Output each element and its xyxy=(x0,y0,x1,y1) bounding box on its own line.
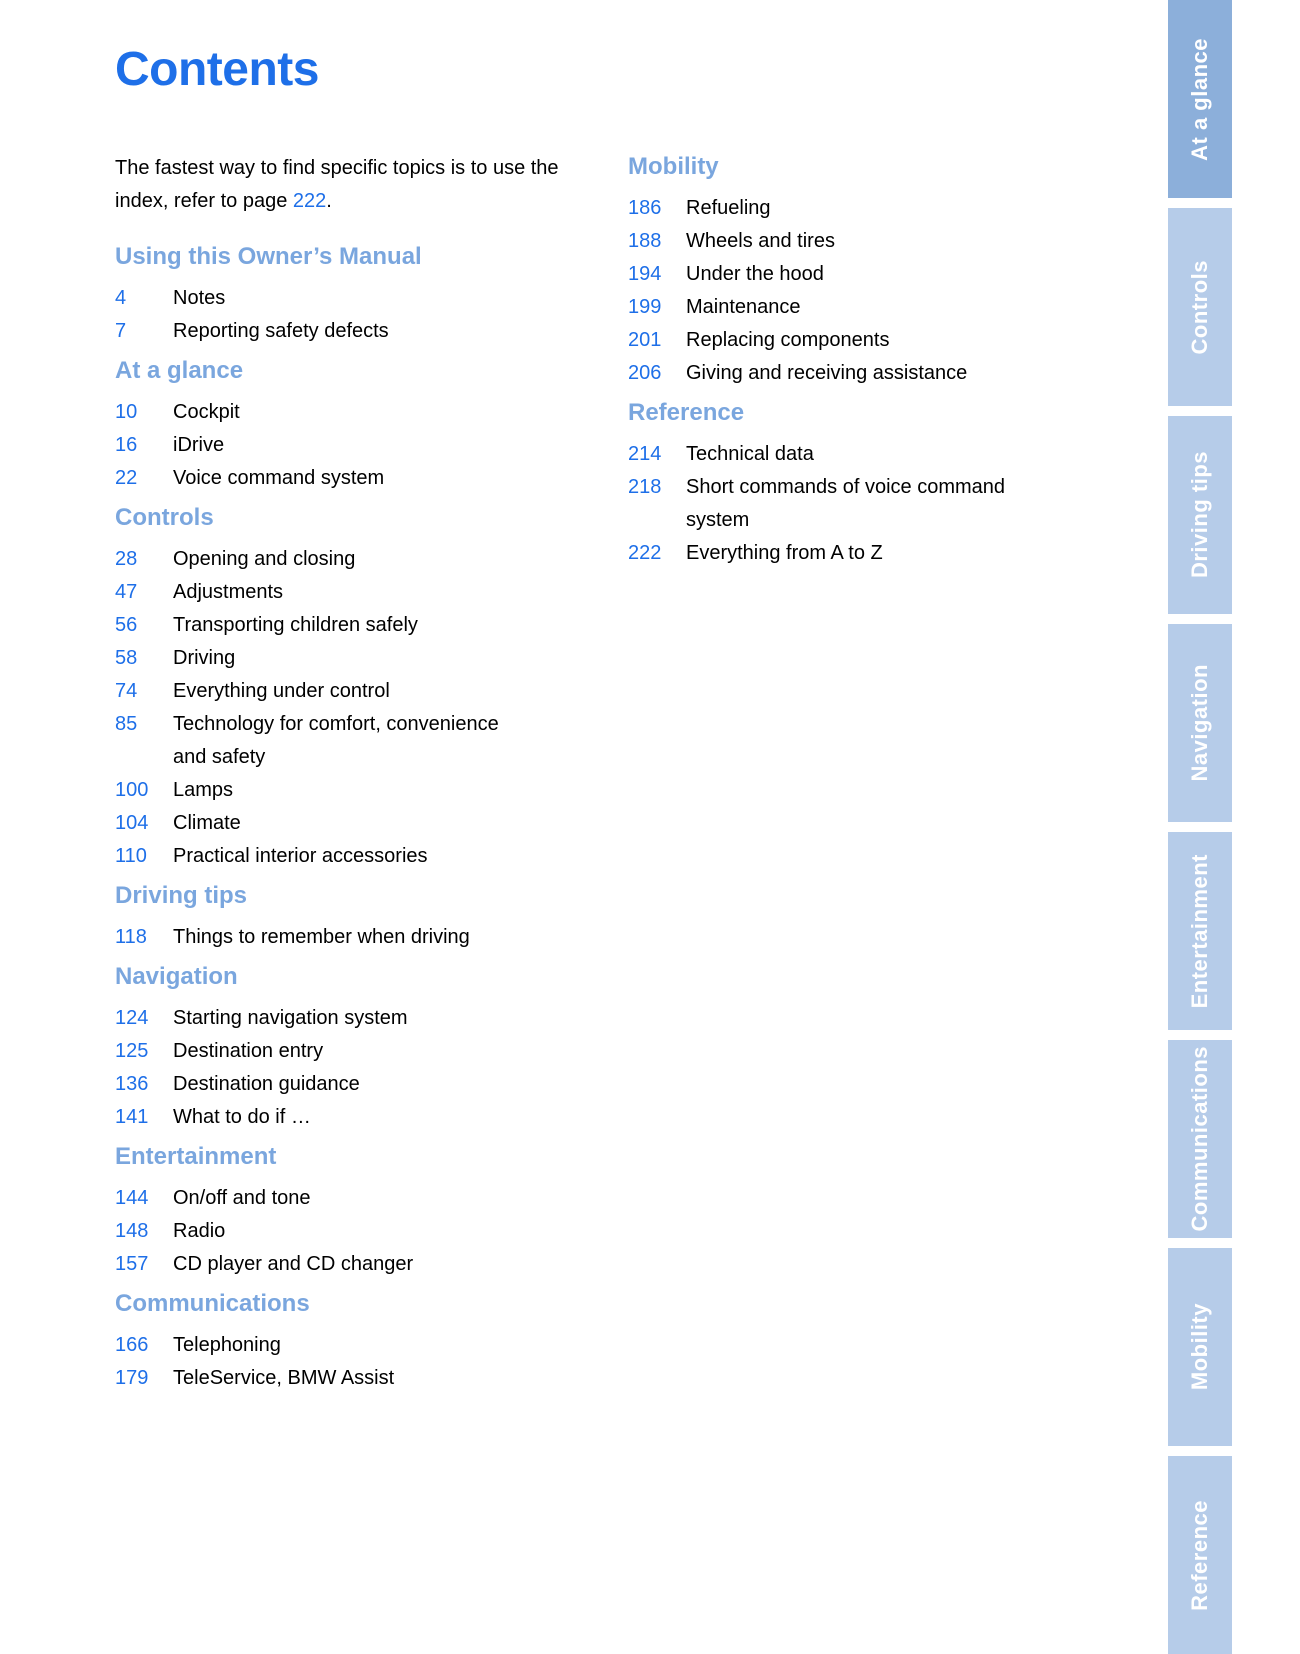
entry-label[interactable]: Lamps xyxy=(173,779,234,801)
entry-page-number[interactable]: 141 xyxy=(115,1106,149,1128)
intro-text-before: The fastest way to find specific topics is to use the index, refer to page xyxy=(115,157,559,212)
edge-tab-label: Reference xyxy=(1187,1499,1212,1611)
edge-tab-label: At a glance xyxy=(1187,37,1212,161)
entry-page-number[interactable]: 16 xyxy=(115,434,138,456)
toc-column-right xyxy=(628,152,1160,570)
section-heading: Mobility xyxy=(628,153,719,180)
intro-text xyxy=(115,152,585,218)
entry-page-number[interactable]: 199 xyxy=(628,296,662,318)
entry-page-number[interactable]: 110 xyxy=(115,845,147,867)
toc-entry-teleservice-bmw-assist[interactable] xyxy=(115,1362,628,1395)
toc-entry-destination-guidance[interactable] xyxy=(115,1068,628,1101)
toc-entry-maintenance[interactable] xyxy=(628,291,1160,324)
entry-label[interactable]: Notes xyxy=(173,287,226,309)
toc-entry-driving[interactable] xyxy=(115,642,628,675)
entry-label[interactable]: Giving and receiving assistance xyxy=(686,362,968,384)
entry-page-number[interactable]: 28 xyxy=(115,548,138,570)
entry-label[interactable]: Destination guidance xyxy=(173,1073,360,1095)
entry-page-number[interactable]: 4 xyxy=(115,287,127,309)
section-heading: Reference xyxy=(628,399,745,426)
section-heading: At a glance xyxy=(115,357,244,384)
entry-page-number[interactable]: 47 xyxy=(115,581,138,603)
toc-entry-opening-and-closing[interactable] xyxy=(115,543,628,576)
entry-page-number[interactable]: 148 xyxy=(115,1220,149,1242)
toc-section-controls xyxy=(115,503,628,873)
toc-entry-cockpit[interactable] xyxy=(115,396,628,429)
edge-tab-entertainment[interactable] xyxy=(1168,832,1232,1030)
entry-page-number[interactable]: 125 xyxy=(115,1040,149,1062)
toc-section-navigation xyxy=(115,962,628,1134)
toc-entry-replacing-components[interactable] xyxy=(628,324,1160,357)
toc-entry-cd-player-and-cd-changer[interactable] xyxy=(115,1248,628,1281)
toc-entry-things-to-remember-when-driving[interactable] xyxy=(115,921,628,954)
page-content xyxy=(115,44,1160,1395)
toc-entry-everything-from-a-to-z[interactable] xyxy=(628,537,1160,570)
edge-tab-label: Entertainment xyxy=(1187,853,1212,1009)
toc-entry-giving-and-receiving-assistance[interactable] xyxy=(628,357,1160,390)
section-heading: Driving tips xyxy=(115,882,248,909)
entry-page-number[interactable]: 179 xyxy=(115,1367,149,1389)
toc-entry-telephoning[interactable] xyxy=(115,1329,628,1362)
toc-entry-radio[interactable] xyxy=(115,1215,628,1248)
entry-page-number[interactable]: 22 xyxy=(115,467,138,489)
entry-label[interactable]: On/off and tone xyxy=(173,1187,311,1209)
toc-section-mobility xyxy=(628,152,1160,390)
entry-label[interactable]: Driving xyxy=(173,647,236,669)
entry-page-number[interactable]: 10 xyxy=(115,401,138,423)
entry-label[interactable]: Climate xyxy=(173,812,241,834)
entry-label[interactable]: Everything from A to Z xyxy=(686,542,883,564)
entry-label[interactable]: Destination entry xyxy=(173,1040,324,1062)
edge-tab-label: Communications xyxy=(1187,1046,1212,1232)
edge-tab-controls[interactable] xyxy=(1168,208,1232,406)
section-heading: Entertainment xyxy=(115,1143,277,1170)
entry-label[interactable]: Voice command system xyxy=(173,467,385,489)
edge-tab-communications[interactable] xyxy=(1168,1040,1232,1238)
entry-page-number[interactable]: 218 xyxy=(628,476,662,498)
entry-label[interactable]: Technical data xyxy=(686,443,814,465)
toc-entry-refueling[interactable] xyxy=(628,192,1160,225)
edge-tab-label: Mobility xyxy=(1187,1303,1212,1391)
toc-entry-starting-navigation-system[interactable] xyxy=(115,1002,628,1035)
edge-tab-driving-tips[interactable] xyxy=(1168,416,1232,614)
toc-entry-idrive[interactable] xyxy=(115,429,628,462)
toc-section-using-this-owner-s-manual xyxy=(115,242,628,348)
toc-entry-technology-for-comfort-convenience-and-safety[interactable] xyxy=(115,708,628,774)
entry-page-number[interactable]: 104 xyxy=(115,812,149,834)
toc-section-communications xyxy=(115,1289,628,1395)
entry-page-number[interactable]: 136 xyxy=(115,1073,149,1095)
edge-tab-at-a-glance[interactable] xyxy=(1168,0,1232,198)
toc-entry-adjustments[interactable] xyxy=(115,576,628,609)
toc-entry-what-to-do-if[interactable] xyxy=(115,1101,628,1134)
entry-page-number[interactable]: 186 xyxy=(628,197,662,219)
entry-label[interactable]: Under the hood xyxy=(686,263,824,285)
entry-label[interactable]: CD player and CD changer xyxy=(173,1253,414,1275)
entry-label[interactable]: TeleService, BMW Assist xyxy=(173,1367,395,1389)
toc-entry-wheels-and-tires[interactable] xyxy=(628,225,1160,258)
section-heading: Communications xyxy=(115,1290,310,1317)
section-heading: Using this Owner’s Manual xyxy=(115,243,422,270)
toc-section-reference xyxy=(628,398,1160,570)
entry-label[interactable]: Things to remember when driving xyxy=(173,926,470,948)
section-heading: Navigation xyxy=(115,963,238,990)
intro-text-after: . xyxy=(326,190,332,212)
entry-label[interactable]: Refueling xyxy=(686,197,771,219)
entry-label[interactable]: Reporting safety defects xyxy=(173,320,389,342)
toc-section-entertainment xyxy=(115,1142,628,1281)
toc-entry-reporting-safety-defects[interactable] xyxy=(115,315,628,348)
toc-entry-lamps[interactable] xyxy=(115,774,628,807)
entry-label[interactable]: Telephoning xyxy=(173,1334,281,1356)
entry-page-number[interactable]: 7 xyxy=(115,320,127,342)
entry-label[interactable]: Maintenance xyxy=(686,296,801,318)
entry-label[interactable]: Wheels and tires xyxy=(686,230,835,252)
entry-page-number[interactable]: 206 xyxy=(628,362,662,384)
edge-tab-label: Navigation xyxy=(1187,664,1212,782)
entry-label[interactable]: Starting navigation system xyxy=(173,1007,408,1029)
entry-page-number[interactable]: 166 xyxy=(115,1334,149,1356)
toc-entry-on-off-and-tone[interactable] xyxy=(115,1182,628,1215)
entry-label[interactable]: Practical interior accessories xyxy=(173,845,428,867)
toc-section-at-a-glance xyxy=(115,356,628,495)
entry-page-number[interactable]: 222 xyxy=(628,542,662,564)
section-heading: Controls xyxy=(115,504,214,531)
toc-section-driving-tips xyxy=(115,881,628,954)
intro-page-link[interactable]: 222 xyxy=(292,190,327,212)
entry-page-number[interactable]: 144 xyxy=(115,1187,149,1209)
entry-page-number[interactable]: 194 xyxy=(628,263,662,285)
entry-page-number[interactable]: 201 xyxy=(628,329,662,351)
edge-tab-reference[interactable] xyxy=(1168,1456,1232,1654)
toc-entry-under-the-hood[interactable] xyxy=(628,258,1160,291)
toc-entry-transporting-children-safely[interactable] xyxy=(115,609,628,642)
toc-columns xyxy=(115,152,1160,1395)
page-title: Contents xyxy=(115,43,319,96)
entry-label[interactable]: What to do if … xyxy=(173,1106,311,1128)
toc-entry-technical-data[interactable] xyxy=(628,438,1160,471)
toc-entry-short-commands-of-voice-command-system[interactable] xyxy=(628,471,1160,537)
entry-label[interactable]: Everything under control xyxy=(173,680,390,702)
toc-entry-destination-entry[interactable] xyxy=(115,1035,628,1068)
entry-page-number[interactable]: 56 xyxy=(115,614,138,636)
edge-tab-mobility[interactable] xyxy=(1168,1248,1232,1446)
toc-entry-notes[interactable] xyxy=(115,282,628,315)
toc-entry-voice-command-system[interactable] xyxy=(115,462,628,495)
entry-label[interactable]: iDrive xyxy=(173,434,225,456)
entry-page-number[interactable]: 188 xyxy=(628,230,662,252)
entry-page-number[interactable]: 100 xyxy=(115,779,149,801)
edge-tab-label: Controls xyxy=(1187,259,1212,355)
entry-label[interactable]: Cockpit xyxy=(173,401,240,423)
entry-label[interactable]: Replacing components xyxy=(686,329,890,351)
entry-label[interactable]: Transporting children safely xyxy=(173,614,418,636)
entry-label[interactable]: Short commands of voice command system xyxy=(686,476,1006,531)
entry-page-number[interactable]: 157 xyxy=(115,1253,149,1275)
toc-entry-climate[interactable] xyxy=(115,807,628,840)
edge-tab-navigation[interactable] xyxy=(1168,624,1232,822)
toc-column-left xyxy=(115,152,628,1395)
entry-label[interactable]: Radio xyxy=(173,1220,226,1242)
entry-page-number[interactable]: 74 xyxy=(115,680,138,702)
entry-page-number[interactable]: 85 xyxy=(115,713,138,735)
entry-label[interactable]: Technology for comfort, convenience and safety xyxy=(173,713,499,768)
entry-page-number[interactable]: 214 xyxy=(628,443,662,465)
entry-page-number[interactable]: 58 xyxy=(115,647,138,669)
entry-page-number[interactable]: 124 xyxy=(115,1007,149,1029)
toc-entry-everything-under-control[interactable] xyxy=(115,675,628,708)
toc-entry-practical-interior-accessories[interactable] xyxy=(115,840,628,873)
edge-tab-label: Driving tips xyxy=(1187,451,1212,579)
entry-label[interactable]: Opening and closing xyxy=(173,548,356,570)
entry-label[interactable]: Adjustments xyxy=(173,581,284,603)
entry-page-number[interactable]: 118 xyxy=(115,926,147,948)
edge-tab-strip xyxy=(1168,0,1232,1654)
